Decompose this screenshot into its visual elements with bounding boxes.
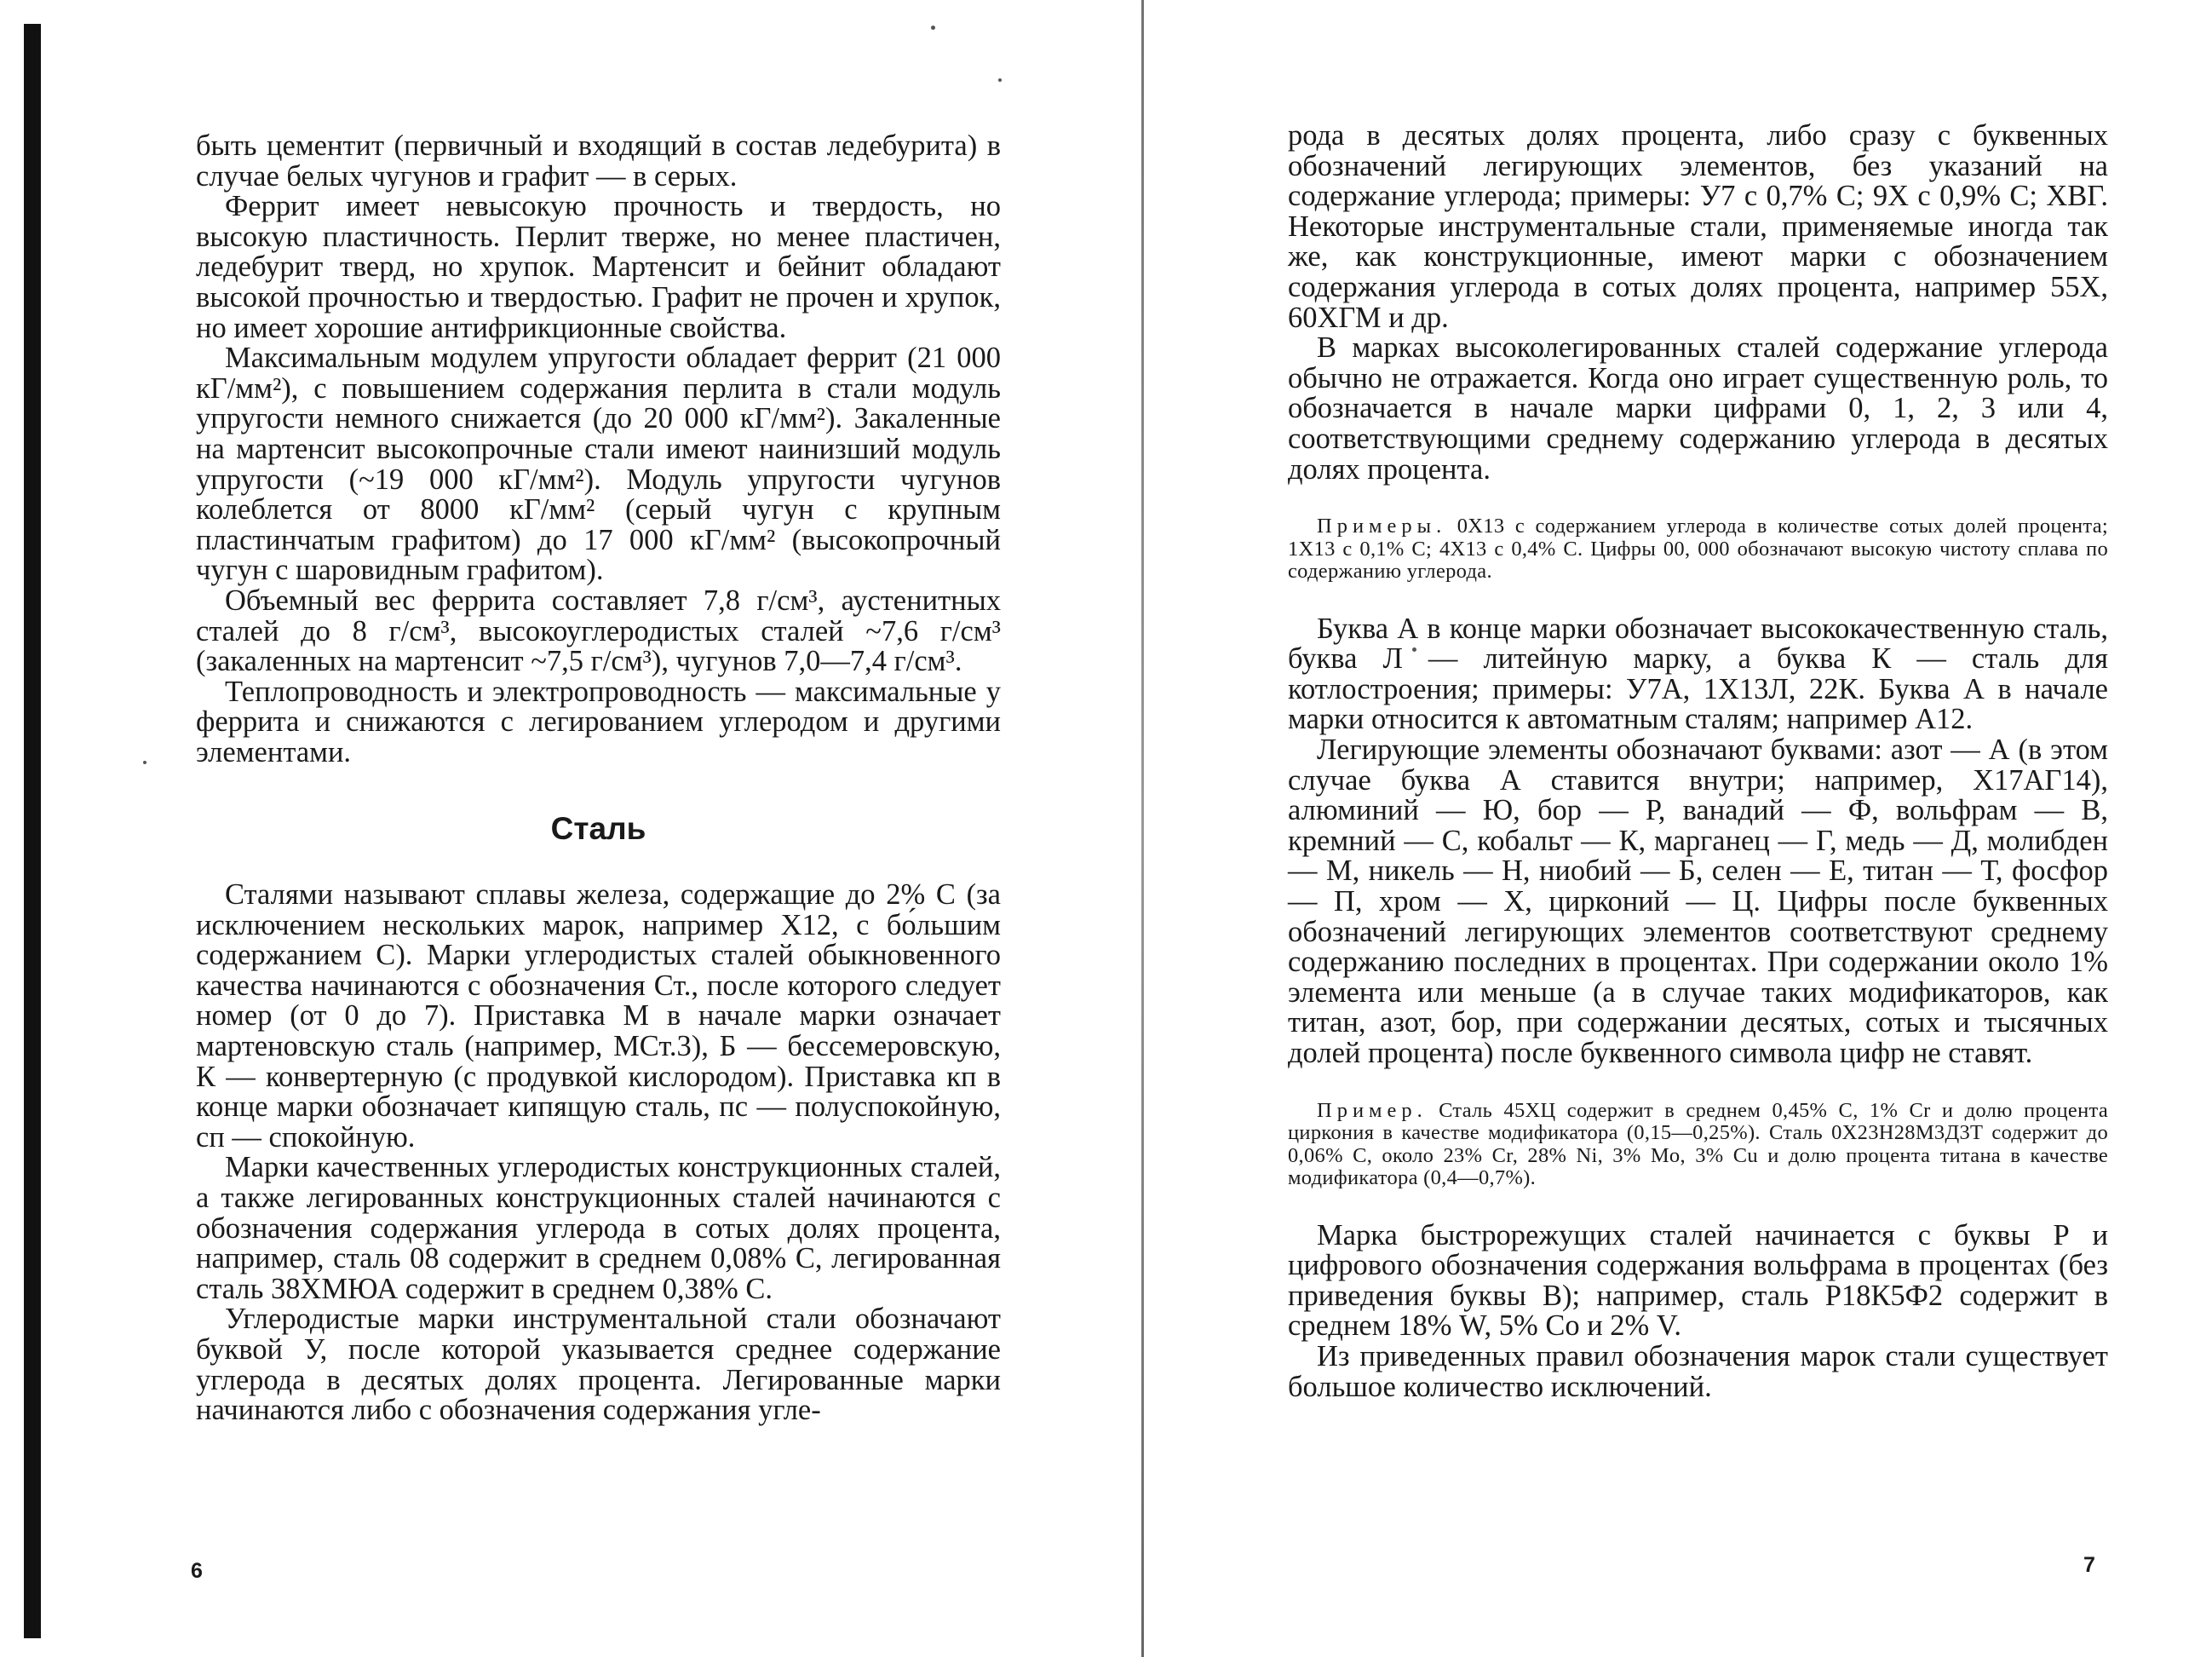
note-text: 0Х13 с содержанием углерода в количестве сотых долей процента; 1Х13 с 0,1% С; 4Х13 с 0,4% С. Цифры 00, 000 обозначают высокую чистоту сплава по содержанию углерода.: [1288, 515, 2108, 584]
paragraph: В марках высоколегированных сталей содержание углерода обычно не отражается. Когда оно играет существенную роль, то обозначается в начале марки цифрами 0, 1, 2, 3 или 4, соответствующими среднему содержанию углерода в десятых долях процента.: [1288, 331, 2108, 486]
paragraph: Легирующие элементы обозначают буквами: азот — А (в этом случае буква А ставится внутри; например, Х17АГ14), алюминий — Ю, бор — Р, ванадий — Ф, вольфрам — В, кремний — С, кобальт — К, марганец — Г, медь — Д, молибден — М, никель — Н, ниобий — Б, селен — Е, титан — Т, фосфор — П, хром — Х, цирконий — Ц. Цифры после буквенных обозначений легирующих элементов соответствуют среднему содержанию последних в процентах. При содержании около 1% элемента или меньше (а в случае таких модификаторов, как титан, азот, бор, при содержании десятых, сотых и тысячных долей процента) после буквенного символа цифр не ставят.: [1288, 734, 2108, 1069]
page-number: 6: [191, 1559, 203, 1583]
paragraph: Объемный вес феррита составляет 7,8 г/см³, аустенитных сталей до 8 г/см³, высокоуглеродистых сталей ~7,6 г/см³ (закаленных на мартенсит ~7,5 г/см³), чугунов 7,0—7,4 г/см³.: [196, 584, 1001, 678]
page-6-text: [196, 131, 1001, 1426]
paragraph: рода в десятых долях процента, либо сразу с буквенных обозначений легирующих элементов, без указаний на содержание углерода; примеры: У7 с 0,7% С; 9Х с 0,9% С; ХВГ. Некоторые инструментальные стали, применяемые иногда так же, как конструкционные, имеют марки с обозначением содержания углерода в сотых долях процента, например 55Х, 60ХГМ и др.: [1288, 119, 2108, 334]
book-gutter: [1141, 0, 1144, 1657]
paragraph: Буква А в конце марки обозначает высококачественную сталь, буква Л — литейную марку, а буква К — сталь для котлостроения; примеры: У7А, 1Х13Л, 22К. Буква А в начале марки относится к автоматным сталям; например А12.: [1288, 612, 2108, 736]
paragraph: Теплопроводность и электропроводность — максимальные у феррита и снижаются с легированием углеродом и другими элементами.: [196, 675, 1001, 768]
paragraph: Феррит имеет невысокую прочность и твердость, но высокую пластичность. Перлит тверже, но менее пластичен, ледебурит тверд, но хрупок. Мартенсит и бейнит обладают высокой прочностью и твердостью. Графит не прочен и хрупок, но имеет хорошие антифрикционные свойства.: [196, 190, 1001, 344]
paragraph: Сталями называют сплавы железа, содержащие до 2% С (за исключением нескольких марок, например Х12, с бо́льшим содержанием С). Марки углеродистых сталей обыкновенного качества начинаются с обозначения Ст., после которого следует номер (от 0 до 7). Приставка М в начале марки означает мартеновскую сталь (например, МСт.3), Б — бессемеровскую, К — конвертерную (с продувкой кислородом). Приставка кп в конце марки обозначает кипящую сталь, пс — полуспокойную, сп — спокойную.: [196, 878, 1001, 1154]
page-number: 7: [2083, 1553, 2095, 1577]
example-note: [1288, 515, 2108, 584]
paragraph: Из приведенных правил обозначения марок стали существует большое количество исключений.: [1288, 1339, 2108, 1403]
paragraph: Углеродистые марки инструментальной стали обозначают буквой У, после которой указывается среднее содержание углерода в десятых долях процента. Легированные марки начинаются либо с обозначения содержания угле-: [196, 1303, 1001, 1427]
section-title: Сталь: [550, 811, 646, 847]
paragraph: Марка быстрорежущих сталей начинается с буквы Р и цифрового обозначения содержания вольфрама в процентах (без приведения буквы В); например, сталь Р18К5Ф2 содержит в среднем 18% W, 5% Co и 2% V.: [1288, 1218, 2108, 1343]
paragraph: быть цементит (первичный и входящий в состав ледебурита) в случае белых чугунов и графит — в серых.: [196, 129, 1001, 193]
paragraph: Максимальным модулем упругости обладает феррит (21 000 кГ/мм²), с повышением содержания перлита в стали модуль упругости немного снижается (до 20 000 кГ/мм²). Закаленные на мартенсит высокопрочные стали имеют наинизший модуль упругости (~19 000 кГ/мм²). Модуль упругости чугунов колеблется от 8000 кГ/мм² (серый чугун с крупным пластинчатым графитом) до 17 000 кГ/мм² (высокопрочный чугун с шаровидным графитом).: [196, 342, 1001, 587]
note-label: Пример.: [1317, 1098, 1428, 1122]
example-note: [1288, 1100, 2108, 1190]
page-7: [1146, 0, 2212, 1657]
page-7-text: [1288, 121, 2108, 1402]
note-text: Сталь 45ХЦ содержит в среднем 0,45% С, 1% Cr и долю процента циркония в качестве модификатора (0,15—0,25%). Сталь 0Х23Н28М3Д3Т содержит до 0,06% С, около 23% Cr, 28% Ni, 3% Mo, 3% Cu и долю процента титана в качестве модификатора (0,4—0,7%).: [1288, 1098, 2108, 1190]
note-label: Примеры.: [1317, 515, 1447, 538]
paragraph: Марки качественных углеродистых конструкционных сталей, а также легированных конструкционных сталей начинаются с обозначения содержания углерода в сотых долях процента, например, сталь 08 содержит в среднем 0,08% С, легированная сталь 38ХМЮА содержит в среднем 0,38% С.: [196, 1151, 1001, 1305]
